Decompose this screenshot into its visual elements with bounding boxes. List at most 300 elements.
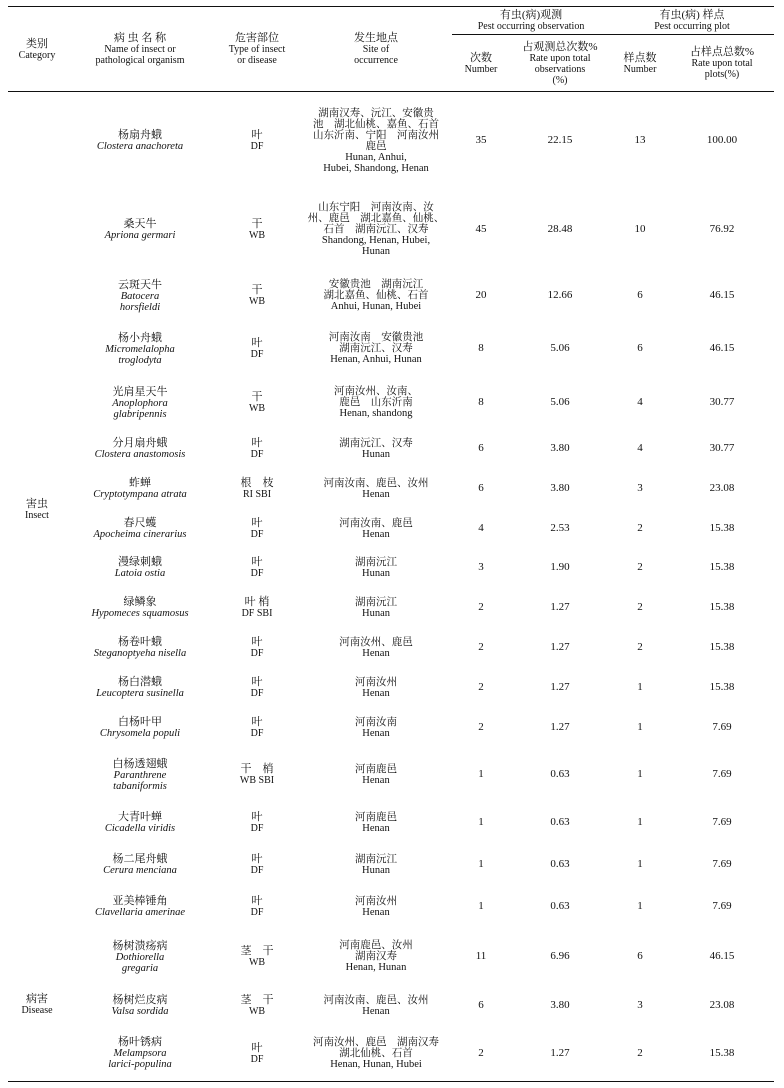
header-plot-rate [670, 35, 774, 92]
damage-part-en: WB [248, 403, 266, 414]
observation-rate-cell: 0.63 [550, 816, 570, 828]
occurrence-site-line: Henan, Anhui, Hunan [330, 354, 422, 365]
occurrence-site-line: 池 湖北仙桃、嘉鱼、石首 [313, 118, 439, 130]
damage-part-en: DF [250, 449, 264, 460]
category-cn: 病害 [26, 992, 48, 1005]
observation-number-cell: 6 [478, 442, 484, 454]
table-row [8, 588, 774, 628]
organism-scientific-name: gregaria [121, 962, 159, 974]
organism-name-cell [66, 928, 214, 986]
header-name-en1: Name of insect or [104, 44, 176, 55]
damage-part-cn: 茎 干 [240, 945, 274, 957]
organism-name-cell [66, 708, 214, 748]
organism-scientific-name: larici-populina [108, 1059, 172, 1071]
table-row [8, 322, 774, 376]
organism-name-cell [66, 844, 214, 886]
organism-name-cn: 杨白潜蛾 [118, 676, 162, 688]
organism-scientific-name: Dothiorella [115, 951, 165, 963]
plot-number-cell: 2 [637, 522, 643, 534]
plot-number-cell: 1 [637, 900, 643, 912]
observation-rate-cell: 5.06 [550, 342, 570, 354]
observation-rate-cell: 1.27 [550, 641, 570, 653]
occurrence-site-line: Henan [362, 774, 390, 786]
table-page [8, 6, 774, 1082]
damage-part-cn: 叶 [251, 337, 263, 349]
table-row [8, 986, 774, 1026]
occurrence-site-line: Henan [362, 528, 390, 540]
organism-name-cn: 杨树溃疡病 [112, 939, 168, 952]
damage-part-en: RI SBI [242, 489, 272, 500]
organism-name-cell [66, 376, 214, 430]
organism-scientific-name: Steganoptyeha nisella [93, 648, 187, 659]
organism-scientific-name: Clostera anastomosis [94, 449, 186, 460]
organism-name-cell [66, 748, 214, 802]
observation-number-cell: 6 [478, 999, 484, 1011]
occurrence-site-line: Hunan [362, 567, 390, 579]
occurrence-site-cell [300, 886, 452, 928]
plot-number-cell: 2 [637, 601, 643, 613]
organism-name-cn: 亚美棒锤角 [112, 895, 168, 907]
damage-part-cell [214, 190, 300, 270]
observation-number-cell: 8 [478, 396, 484, 408]
occurrence-site-line: Hunan [362, 448, 390, 460]
plot-rate-cell: 30.77 [709, 442, 735, 454]
occurrence-site-line: 河南汝南、鹿邑 [339, 517, 413, 529]
occurrence-site-cell [300, 322, 452, 376]
table-row [8, 468, 774, 510]
plot-rate-cell: 15.38 [709, 641, 735, 653]
occurrence-site-line: 石首 湖南沅江、汉寿 [323, 224, 429, 235]
damage-part-en: DF SBI [241, 608, 273, 619]
occurrence-site-line: 鹿邑 山东沂南 [339, 397, 413, 408]
organism-name-cn: 白杨叶甲 [118, 716, 162, 728]
damage-part-cn: 叶 [251, 676, 263, 688]
occurrence-site-line: 湖南沅江、汉寿 [339, 437, 413, 449]
table-row [8, 708, 774, 748]
table-body [8, 92, 774, 1082]
observation-number-cell: 1 [478, 816, 484, 828]
table-row [8, 548, 774, 588]
damage-part-cell [214, 468, 300, 510]
observation-number-cell: 2 [478, 721, 484, 733]
occurrence-site-line: 山东沂南、宁阳 河南汝州 [313, 129, 439, 141]
observation-rate-cell: 0.63 [550, 900, 570, 912]
header-name-cn: 病 虫 名 称 [113, 32, 167, 44]
occurrence-site-cell [300, 844, 452, 886]
organism-name-cn: 春尺蠖 [123, 517, 157, 529]
damage-part-cell [214, 668, 300, 708]
occurrence-site-line: Anhui, Hunan, Hubei [330, 301, 422, 312]
occurrence-site-line: 湖南沅江、汉寿 [339, 343, 413, 354]
table-row [8, 628, 774, 668]
occurrence-site-line: 安徽贵池 湖南沅江 [328, 279, 424, 290]
organism-name-cell [66, 628, 214, 668]
damage-part-en: WB [248, 230, 266, 241]
organism-scientific-name: Cerura menciana [103, 865, 177, 876]
damage-part-cn: 叶 [251, 556, 263, 568]
damage-part-en: WB [248, 957, 266, 968]
category-cn: 害虫 [26, 498, 48, 511]
plot-rate-cell: 7.69 [712, 721, 732, 733]
plot-rate-cell: 7.69 [712, 900, 732, 912]
table-row [8, 190, 774, 270]
damage-part-cell [214, 588, 300, 628]
damage-part-cn: 叶 [251, 437, 263, 449]
occurrence-site-cell [300, 548, 452, 588]
damage-part-cell [214, 986, 300, 1026]
header-plot-group [610, 7, 774, 35]
table-row [8, 886, 774, 928]
plot-number-cell: 10 [634, 223, 646, 235]
organism-name-cn: 杨叶锈病 [118, 1036, 162, 1049]
organism-name-cn: 杨二尾舟蛾 [112, 853, 168, 865]
organism-scientific-name: Clavellaria amerinae [94, 907, 186, 918]
plot-rate-cell: 23.08 [709, 482, 735, 494]
organism-scientific-name: Leucoptera susinella [96, 688, 184, 699]
plot-rate-cell: 15.38 [709, 522, 735, 534]
occurrence-site-cell [300, 748, 452, 802]
damage-part-cn: 叶 [251, 716, 263, 728]
occurrence-site-line: 河南汝州、鹿邑 [339, 636, 413, 648]
damage-part-cn: 根 枝 [240, 477, 274, 489]
damage-part-cn: 干 梢 [240, 763, 274, 775]
observation-rate-cell: 1.27 [550, 1046, 570, 1059]
organism-scientific-name: troglodyta [118, 354, 162, 366]
organism-scientific-name: Chrysomela populi [99, 728, 181, 739]
header-obs-group-cn: 有虫(病)观测 [499, 9, 563, 21]
header-site [300, 7, 452, 92]
occurrence-site-cell [300, 510, 452, 548]
table-row [8, 844, 774, 886]
organism-scientific-name: Paranthrene [113, 769, 167, 781]
observation-rate-cell: 3.80 [550, 442, 570, 454]
plot-rate-cell: 7.69 [712, 858, 732, 870]
plot-rate-cell: 15.38 [709, 681, 735, 693]
occurrence-site-line: Henan [362, 488, 390, 500]
occurrence-site-line: Henan [362, 727, 390, 739]
damage-part-en: DF [250, 648, 264, 659]
plot-number-cell: 1 [637, 721, 643, 733]
occurrence-site-line: 湖南沅江 [355, 853, 397, 865]
occurrence-site-cell [300, 668, 452, 708]
header-obs-number-en: Number [464, 63, 498, 75]
occurrence-site-line: Hunan, Anhui, [345, 151, 407, 163]
table-row [8, 430, 774, 468]
table-row [8, 92, 774, 190]
observation-rate-cell: 1.27 [550, 721, 570, 733]
occurrence-site-line: 河南鹿邑 [355, 811, 397, 823]
header-obs-rate [510, 35, 610, 92]
damage-part-en: WB SBI [239, 775, 275, 786]
observation-rate-cell: 12.66 [547, 289, 573, 301]
header-category-cn: 类别 [26, 37, 48, 50]
occurrence-site-line: Hunan [362, 246, 390, 257]
observation-number-cell: 8 [478, 342, 484, 354]
category-en: Disease [21, 1004, 53, 1016]
header-obs-rate-cn: 占观测总次数% [522, 40, 598, 53]
header-plot-number-en: Number [623, 63, 657, 75]
damage-part-cell [214, 928, 300, 986]
organism-scientific-name: Apriona germari [104, 230, 176, 241]
occurrence-site-line: Henan, Hunan [345, 962, 407, 973]
organism-name-cn: 杨卷叶蛾 [118, 636, 162, 648]
plot-number-cell: 4 [637, 442, 643, 454]
damage-part-cell [214, 708, 300, 748]
observation-rate-cell: 3.80 [550, 999, 570, 1011]
header-observation-group [452, 7, 610, 35]
organism-name-cell [66, 986, 214, 1026]
header-part-cn: 危害部位 [235, 32, 279, 44]
observation-number-cell: 3 [478, 561, 484, 573]
plot-number-cell: 6 [637, 342, 643, 354]
plot-rate-cell: 7.69 [712, 768, 732, 780]
occurrence-site-line: Henan, Hunan, Hubei [330, 1058, 422, 1070]
plot-rate-cell: 46.15 [709, 289, 735, 301]
damage-part-cn: 干 [251, 218, 263, 230]
observation-number-cell: 2 [478, 601, 484, 613]
table-row [8, 668, 774, 708]
damage-part-cn: 叶 梢 [244, 596, 270, 608]
observation-rate-cell: 6.96 [550, 950, 570, 962]
occurrence-site-line: 湖南沅江 [355, 596, 397, 608]
category-en: Insect [25, 510, 49, 522]
organism-name-cell [66, 802, 214, 844]
occurrence-site-line: 州、鹿邑 湖北嘉鱼、仙桃、 [307, 213, 445, 224]
occurrence-site-line: Henan [362, 906, 390, 918]
occurrence-site-line: 湖南沅江 [355, 556, 397, 568]
observation-number-cell: 2 [478, 1046, 484, 1059]
category-cell [8, 928, 66, 1082]
header-plot-number [610, 35, 670, 92]
organism-name-cn: 桑天牛 [123, 218, 157, 230]
occurrence-site-line: 河南汝南 [355, 716, 397, 728]
observation-rate-cell: 0.63 [550, 858, 570, 870]
organism-name-cell [66, 886, 214, 928]
damage-part-cn: 干 [251, 284, 263, 296]
organism-scientific-name: Batocera [120, 290, 160, 302]
plot-number-cell: 2 [637, 561, 643, 573]
observation-number-cell: 45 [475, 223, 487, 235]
occurrence-site-cell [300, 802, 452, 844]
organism-scientific-name: tabaniformis [113, 780, 167, 792]
occurrence-site-line: 鹿邑 [365, 140, 387, 152]
occurrence-site-line: Hunan [362, 607, 390, 619]
plot-number-cell: 1 [637, 681, 643, 693]
table-row [8, 1026, 774, 1082]
occurrence-site-line: 河南汝州、鹿邑 湖南汉寿 [313, 1036, 439, 1048]
observation-rate-cell: 1.27 [550, 601, 570, 613]
organism-name-cell [66, 510, 214, 548]
damage-part-cn: 叶 [251, 811, 263, 823]
damage-part-cn: 叶 [251, 517, 263, 529]
observation-number-cell: 35 [475, 134, 487, 147]
plot-rate-cell: 30.77 [709, 396, 735, 408]
observation-rate-cell: 1.90 [550, 561, 570, 573]
header-obs-number [452, 35, 510, 92]
occurrence-site-cell [300, 270, 452, 322]
organism-scientific-name: Anoplophora [112, 397, 168, 409]
header-obs-group-en: Pest occurring observation [477, 21, 585, 32]
occurrence-site-line: Henan [362, 687, 390, 699]
occurrence-site-line: Henan [362, 647, 390, 659]
organism-name-cn: 杨扇舟蛾 [118, 129, 162, 142]
organism-name-cn: 云斑天牛 [118, 278, 162, 291]
occurrence-site-cell [300, 468, 452, 510]
organism-scientific-name: Micromelalopha [105, 343, 175, 355]
damage-part-en: WB [248, 1006, 266, 1017]
plot-number-cell: 2 [637, 1046, 643, 1059]
plot-number-cell: 1 [637, 858, 643, 870]
header-obs-rate-en3: (%) [552, 74, 568, 86]
header-name-en2: pathological organism [95, 55, 185, 66]
damage-part-cn: 叶 [251, 895, 263, 907]
organism-scientific-name: Cicadella viridis [104, 823, 176, 834]
organism-name-cell [66, 668, 214, 708]
damage-part-en: DF [250, 728, 264, 739]
organism-name-cn: 光肩星天牛 [112, 385, 168, 398]
occurrence-site-cell [300, 928, 452, 986]
damage-part-cell [214, 510, 300, 548]
header-plot-rate-en2: plots(%) [704, 69, 740, 80]
occurrence-site-line: Henan, shandong [339, 408, 413, 419]
damage-part-cell [214, 270, 300, 322]
organism-name-cn: 杨小舟蛾 [118, 331, 162, 344]
occurrence-site-cell [300, 986, 452, 1026]
organism-name-cell [66, 190, 214, 270]
organism-name-cell [66, 92, 214, 190]
plot-rate-cell: 76.92 [709, 223, 735, 235]
organism-name-cell [66, 548, 214, 588]
occurrence-site-line: Henan [362, 1005, 390, 1017]
observation-number-cell: 11 [475, 950, 487, 962]
damage-part-en: DF [250, 1053, 264, 1065]
damage-part-en: DF [250, 529, 264, 540]
observation-rate-cell: 2.53 [550, 522, 570, 534]
damage-part-cell [214, 844, 300, 886]
plot-number-cell: 1 [637, 768, 643, 780]
plot-number-cell: 13 [634, 134, 646, 147]
plot-number-cell: 3 [637, 482, 643, 494]
damage-part-cell [214, 886, 300, 928]
plot-rate-cell: 46.15 [709, 342, 735, 354]
damage-part-en: DF [250, 865, 264, 876]
organism-name-cn: 蚱蝉 [129, 477, 151, 489]
damage-part-cell [214, 322, 300, 376]
occurrence-site-line: 河南汝州 [355, 895, 397, 907]
organism-scientific-name: Latoia ostia [114, 568, 166, 579]
occurrence-site-line: 湖北仙桃、石首 [339, 1047, 413, 1059]
header-name [66, 7, 214, 92]
plot-number-cell: 6 [637, 289, 643, 301]
organism-name-cell [66, 588, 214, 628]
damage-part-cell [214, 1026, 300, 1082]
plot-rate-cell: 23.08 [709, 999, 735, 1011]
organism-scientific-name: Clostera anachoreta [96, 141, 184, 153]
plot-number-cell: 4 [637, 396, 643, 408]
organism-scientific-name: Cryptotympana atrata [93, 489, 187, 500]
header-obs-rate-en2: observations [534, 63, 586, 75]
organism-scientific-name: Hypomeces squamosus [91, 608, 189, 619]
damage-part-en: DF [250, 141, 264, 153]
occurrence-site-cell [300, 708, 452, 748]
plot-rate-cell: 15.38 [709, 601, 735, 613]
damage-part-cn: 干 [251, 391, 263, 403]
header-part-en2: or disease [237, 55, 277, 66]
damage-part-cell [214, 628, 300, 668]
observation-rate-cell: 5.06 [550, 396, 570, 408]
header-obs-rate-en1: Rate upon total [529, 52, 591, 64]
damage-part-cn: 叶 [251, 636, 263, 648]
occurrence-site-cell [300, 628, 452, 668]
damage-part-cell [214, 748, 300, 802]
damage-part-cell [214, 376, 300, 430]
organism-name-cn: 大青叶蝉 [118, 811, 162, 823]
header-plot-group-cn: 有虫(病) 样点 [659, 9, 725, 21]
organism-name-cn: 绿鳞象 [123, 596, 157, 608]
header-site-cn: 发生地点 [354, 32, 398, 44]
header-category-en: Category [18, 49, 56, 61]
table-row [8, 510, 774, 548]
damage-part-cell [214, 802, 300, 844]
organism-name-cn: 杨树烂皮病 [112, 994, 168, 1006]
occurrence-site-cell [300, 190, 452, 270]
category-cell [8, 92, 66, 928]
damage-part-cn: 叶 [251, 1041, 263, 1054]
damage-part-cell [214, 548, 300, 588]
header-site-en2: occurrence [354, 55, 398, 66]
table-row [8, 270, 774, 322]
observation-number-cell: 2 [478, 681, 484, 693]
plot-number-cell: 6 [637, 950, 643, 962]
damage-part-cn: 叶 [251, 853, 263, 865]
organism-name-cell [66, 270, 214, 322]
occurrence-site-line: 山东宁阳 河南汝南、汝 [318, 202, 434, 213]
plot-number-cell: 3 [637, 999, 643, 1011]
organism-scientific-name: Apocheima cinerarius [93, 529, 187, 540]
observation-number-cell: 4 [478, 522, 484, 534]
organism-scientific-name: horsfieldi [119, 301, 161, 313]
damage-part-en: DF [250, 568, 264, 579]
header-part [214, 7, 300, 92]
occurrence-site-line: 河南汝州 [355, 676, 397, 688]
occurrence-site-cell [300, 588, 452, 628]
occurrence-site-line: 河南鹿邑、汝州 [339, 940, 413, 951]
header-site-en1: Site of [362, 44, 390, 55]
observation-rate-cell: 28.48 [547, 223, 573, 235]
occurrence-site-cell [300, 430, 452, 468]
damage-part-en: DF [250, 823, 264, 834]
occurrence-site-line: 河南汝州、汝南、 [334, 386, 418, 397]
organism-name-cell [66, 1026, 214, 1082]
organism-name-cn: 漫绿刺蛾 [118, 556, 162, 568]
header-part-en1: Type of insect [228, 44, 286, 55]
pest-survey-table [8, 6, 774, 1082]
occurrence-site-line: 河南鹿邑 [355, 763, 397, 775]
damage-part-en: DF [250, 349, 264, 360]
observation-number-cell: 1 [478, 900, 484, 912]
organism-scientific-name: Valsa sordida [111, 1006, 169, 1017]
occurrence-site-line: 湖北嘉鱼、仙桃、石首 [323, 290, 429, 301]
occurrence-site-line: Henan [362, 822, 390, 834]
observation-number-cell: 20 [475, 289, 487, 301]
observation-rate-cell: 1.27 [550, 681, 570, 693]
plot-rate-cell: 15.38 [709, 1046, 735, 1059]
organism-name-cell [66, 468, 214, 510]
damage-part-cell [214, 92, 300, 190]
organism-name-cn: 白杨透翅蛾 [112, 757, 168, 770]
damage-part-cell [214, 430, 300, 468]
plot-number-cell: 1 [637, 816, 643, 828]
